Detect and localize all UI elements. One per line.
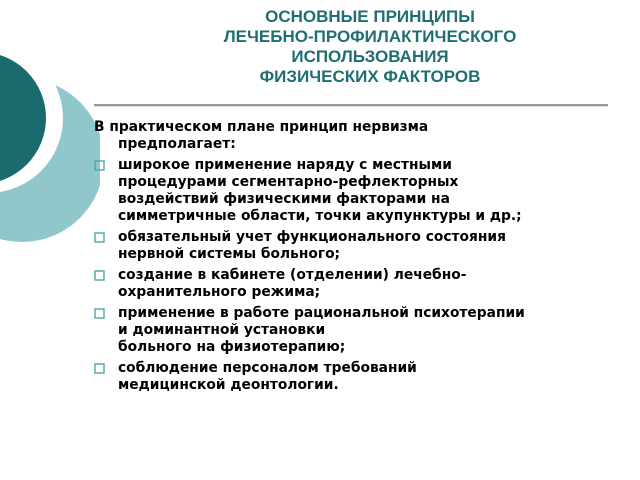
list-item-line: больного на физиотерапию; bbox=[118, 339, 346, 355]
intro-line: предполагает: bbox=[118, 136, 236, 152]
hollow-square-bullet-icon bbox=[94, 270, 105, 281]
hollow-square-bullet-icon bbox=[94, 363, 105, 374]
list-item-line: охранительного режима; bbox=[118, 284, 321, 300]
list-item-line: процедурами сегментарно-рефлекторных bbox=[118, 174, 459, 190]
decorative-circles bbox=[0, 0, 100, 260]
list-item-line: соблюдение персоналом требований bbox=[118, 360, 417, 376]
slide-body bbox=[94, 119, 614, 398]
hollow-square-bullet-icon bbox=[94, 160, 105, 171]
title-line: ИСПОЛЬЗОВАНИЯ bbox=[291, 47, 449, 66]
list-item-line: воздействий физическими факторами на bbox=[118, 191, 450, 207]
list-item-line: широкое применение наряду с местными bbox=[118, 157, 452, 173]
list-item-line: нервной системы больного; bbox=[118, 246, 341, 262]
title-line: ЛЕЧЕБНО-ПРОФИЛАКТИЧЕСКОГО bbox=[223, 27, 517, 46]
hollow-square-bullet-icon bbox=[94, 308, 105, 319]
list-item bbox=[94, 267, 614, 301]
list-item-line: симметричные области, точки акупунктуры и др.; bbox=[118, 208, 522, 224]
slide-title bbox=[130, 7, 610, 87]
title-line: ОСНОВНЫЕ ПРИНЦИПЫ bbox=[265, 7, 475, 26]
list-item bbox=[94, 229, 614, 263]
list-item bbox=[94, 360, 614, 394]
list-item-line: создание в кабинете (отделении) лечебно- bbox=[118, 267, 467, 283]
list-item bbox=[94, 305, 614, 356]
list-item-line: медицинской деонтологии. bbox=[118, 377, 339, 393]
title-line: ФИЗИЧЕСКИХ ФАКТОРОВ bbox=[259, 67, 481, 86]
hollow-square-bullet-icon bbox=[94, 232, 105, 243]
intro-line: В практическом плане принцип нервизма bbox=[94, 119, 429, 135]
title-divider bbox=[94, 104, 608, 107]
principles-list bbox=[94, 157, 614, 394]
intro-paragraph bbox=[94, 119, 614, 153]
list-item-line: применение в работе рациональной психотерапии bbox=[118, 305, 525, 321]
list-item-line: обязательный учет функционального состояния bbox=[118, 229, 506, 245]
list-item-line: и доминантной установки bbox=[118, 322, 326, 338]
list-item bbox=[94, 157, 614, 225]
